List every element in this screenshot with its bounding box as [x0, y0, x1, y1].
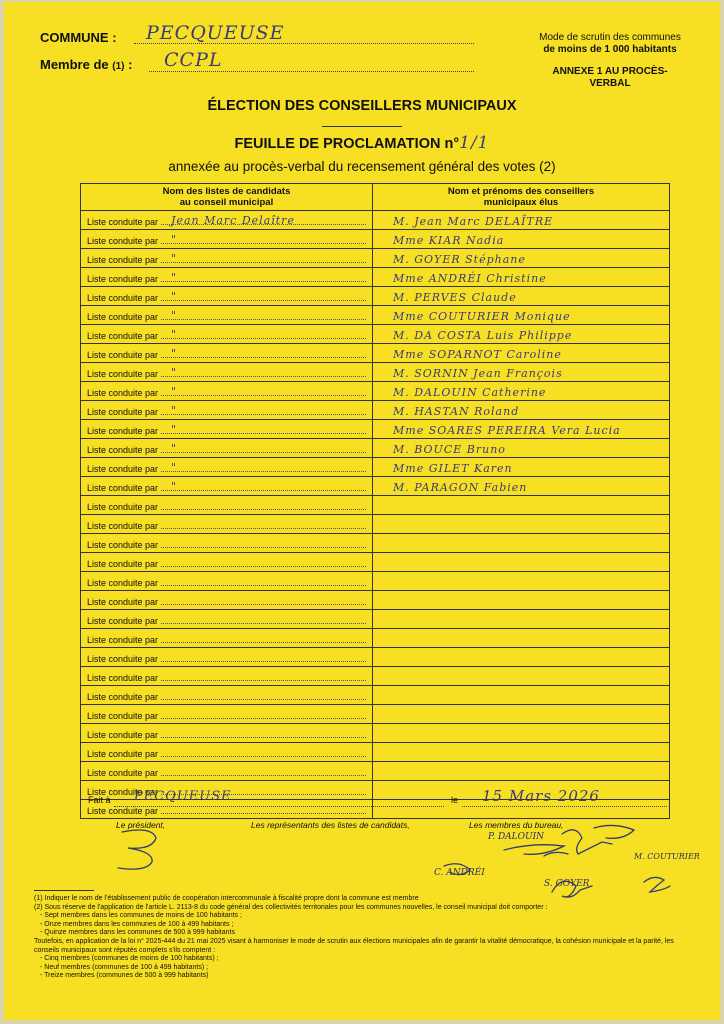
list-leader-name: ": [171, 423, 178, 436]
list-leader-line: [161, 385, 366, 396]
sig-name-1: P. DALOUIN: [488, 832, 545, 842]
elected-name: Mme SOARES PEREIRA Vera Lucia: [393, 424, 621, 437]
list-leader-name: ": [171, 328, 178, 341]
footnote-line: - Quinze membres dans les communes de 500 à 999 habitants: [40, 929, 235, 937]
list-leader-line: [161, 670, 366, 681]
row-label: Liste conduite par: [87, 293, 159, 303]
title-divider: [322, 126, 402, 127]
elected-cell: [373, 439, 670, 458]
footnote-line: - Cinq membres (communes de moins de 100 habitants) ;: [40, 955, 219, 963]
row-label: Liste conduite par: [87, 502, 159, 512]
row-label: Liste conduite par: [87, 578, 159, 588]
table-row: [81, 363, 670, 382]
table-row: [81, 705, 670, 724]
row-label: Liste conduite par: [87, 597, 159, 607]
list-leader-line: [161, 442, 366, 453]
elected-name: Mme SOPARNOT Caroline: [393, 348, 562, 361]
list-leader-line: [161, 404, 366, 415]
sig-name-3: S. GOYER: [544, 879, 590, 889]
list-leader-name: ": [171, 461, 178, 474]
footnote-line: - Onze membres dans les communes de 100 à 499 habitants ;: [40, 920, 234, 928]
elected-name: Mme KIAR Nadia: [393, 234, 505, 247]
elected-cell: [373, 268, 670, 287]
list-leader-line: [161, 252, 366, 263]
elected-name: M. DA COSTA Luis Philippe: [393, 329, 573, 342]
date-dotted-line: [462, 805, 667, 807]
list-leader-line: [161, 556, 366, 567]
elected-cell: [373, 515, 670, 534]
elected-name: M. Jean Marc DELAÎTRE: [393, 215, 554, 228]
table-row: [81, 230, 670, 249]
table-row: [81, 667, 670, 686]
row-label: Liste conduite par: [87, 654, 159, 664]
list-leader-line: [161, 461, 366, 472]
list-leader-line: [161, 727, 366, 738]
row-label: Liste conduite par: [87, 483, 159, 493]
row-label: Liste conduite par: [87, 749, 159, 759]
row-label: Liste conduite par: [87, 673, 159, 683]
elected-name: M. BOUCE Bruno: [393, 443, 506, 456]
table-row: [81, 553, 670, 572]
commune-label: COMMUNE :: [40, 30, 117, 45]
footnote-line: - Treize membres (communes de 500 à 999 habitants): [40, 972, 209, 980]
president-signature: [118, 830, 156, 869]
row-label: Liste conduite par: [87, 730, 159, 740]
elected-cell: [373, 211, 670, 230]
row-label: Liste conduite par: [87, 350, 159, 360]
elected-name: M. DALOUIN Catherine: [393, 386, 547, 399]
list-leader-name: ": [171, 233, 178, 246]
footnote-divider: [34, 890, 94, 891]
elected-cell: [373, 420, 670, 439]
list-leader-name: Jean Marc Delaître: [171, 214, 295, 227]
list-leader-line: [161, 537, 366, 548]
elected-cell: [373, 686, 670, 705]
table-row: [81, 534, 670, 553]
elected-cell: [373, 306, 670, 325]
elected-cell: [373, 572, 670, 591]
elected-cell: [373, 458, 670, 477]
col-elected-header: Nom et prénoms des conseillers municipaux élus: [373, 184, 670, 211]
elected-name: M. PARAGON Fabien: [393, 481, 528, 494]
fait-label: Fait à: [88, 795, 111, 805]
sheet-title: FEUILLE DE PROCLAMATION n°1/1: [234, 133, 490, 153]
fait-value: PECQUEUSE: [134, 789, 232, 804]
row-label: Liste conduite par: [87, 768, 159, 778]
list-cell: [81, 705, 373, 724]
row-label: Liste conduite par: [87, 806, 159, 816]
row-label: Liste conduite par: [87, 312, 159, 322]
list-leader-line: [161, 746, 366, 757]
footnote-line: Toutefois, en application de la loi n° 2025-444 du 21 mai 2025 visant à harmoniser le mode de scrutin aux élections municipales afin de garantir la vitalité démocratique, la cohésion municipale et la parité, les conseils municipaux sont réputés complets s'ils comptent :: [34, 937, 674, 954]
footnotes: [34, 895, 694, 981]
elected-cell: [373, 724, 670, 743]
elected-name: Mme ANDRÉI Christine: [393, 272, 547, 285]
list-leader-line: [161, 271, 366, 282]
candidates-table: [80, 183, 670, 819]
row-label: Liste conduite par: [87, 274, 159, 284]
elected-cell: [373, 762, 670, 781]
list-cell: [81, 629, 373, 648]
proclamation-sheet: [4, 2, 720, 1020]
list-cell: [81, 515, 373, 534]
table-row: [81, 496, 670, 515]
table-row: [81, 458, 670, 477]
elected-cell: [373, 610, 670, 629]
list-leader-name: ": [171, 252, 178, 265]
table-row: [81, 648, 670, 667]
row-label: Liste conduite par: [87, 445, 159, 455]
le-label: le: [451, 795, 459, 805]
table-row: [81, 572, 670, 591]
list-cell: [81, 458, 373, 477]
list-leader-name: ": [171, 366, 178, 379]
elected-name: M. GOYER Stéphane: [393, 253, 526, 266]
list-leader-name: ": [171, 385, 178, 398]
list-cell: [81, 306, 373, 325]
list-cell: [81, 686, 373, 705]
date-value: 15 Mars 2026: [482, 787, 600, 805]
row-label: Liste conduite par: [87, 236, 159, 246]
elected-cell: [373, 287, 670, 306]
elected-cell: [373, 553, 670, 572]
table-row: [81, 686, 670, 705]
annexe-note: ANNEXE 1 AU PROCÈS- VERBAL: [552, 66, 668, 89]
list-leader-line: [161, 214, 366, 225]
elected-cell: [373, 401, 670, 420]
list-leader-name: ": [171, 309, 178, 322]
elected-name: M. PERVES Claude: [393, 291, 517, 304]
table-row: [81, 439, 670, 458]
list-cell: [81, 572, 373, 591]
table-row: [81, 211, 670, 230]
table-row: [81, 591, 670, 610]
list-cell: [81, 724, 373, 743]
list-leader-line: [161, 518, 366, 529]
row-label: Liste conduite par: [87, 255, 159, 265]
table-row: [81, 743, 670, 762]
table-row: [81, 610, 670, 629]
list-leader-line: [161, 366, 366, 377]
table-row: [81, 268, 670, 287]
membre-label: Membre de (1) :: [40, 57, 133, 72]
col-lists-header: Nom des listes de candidats au conseil municipal: [81, 184, 373, 211]
main-title: ÉLECTION DES CONSEILLERS MUNICIPAUX: [207, 98, 517, 114]
row-label: Liste conduite par: [87, 426, 159, 436]
elected-cell: [373, 363, 670, 382]
table-row: [81, 629, 670, 648]
list-leader-line: [161, 480, 366, 491]
membres-label: Les membres du bureau,: [469, 820, 564, 830]
list-cell: [81, 287, 373, 306]
footnote-line: - Sept membres dans les communes de moins de 100 habitants ;: [40, 912, 242, 920]
list-leader-line: [161, 233, 366, 244]
elected-cell: [373, 325, 670, 344]
list-leader-name: ": [171, 271, 178, 284]
elected-cell: [373, 667, 670, 686]
row-label: Liste conduite par: [87, 559, 159, 569]
elected-cell: [373, 230, 670, 249]
list-cell: [81, 230, 373, 249]
list-cell: [81, 344, 373, 363]
representants-label: Les représentants des listes de candidats,: [251, 820, 410, 830]
table-header-row: [81, 184, 670, 211]
elected-cell: [373, 705, 670, 724]
list-cell: [81, 534, 373, 553]
row-label: Liste conduite par: [87, 616, 159, 626]
list-cell: [81, 648, 373, 667]
list-cell: [81, 667, 373, 686]
list-leader-name: ": [171, 290, 178, 303]
list-leader-line: [161, 632, 366, 643]
list-leader-line: [161, 290, 366, 301]
list-leader-line: [161, 575, 366, 586]
list-leader-line: [161, 499, 366, 510]
list-cell: [81, 249, 373, 268]
table-row: [81, 477, 670, 496]
table-row: [81, 249, 670, 268]
elected-cell: [373, 648, 670, 667]
list-leader-line: [161, 309, 366, 320]
row-label: Liste conduite par: [87, 464, 159, 474]
row-label: Liste conduite par: [87, 521, 159, 531]
list-leader-line: [161, 347, 366, 358]
elected-cell: [373, 743, 670, 762]
table-row: [81, 287, 670, 306]
list-cell: [81, 363, 373, 382]
row-label: Liste conduite par: [87, 711, 159, 721]
fait-dotted-line: [114, 805, 444, 807]
sig-name-4: M. COUTURIER: [634, 852, 700, 861]
row-label: Liste conduite par: [87, 540, 159, 550]
list-leader-name: ": [171, 442, 178, 455]
row-label: Liste conduite par: [87, 692, 159, 702]
sig-name-2: C. ANDRÉI: [434, 868, 485, 878]
table-row: [81, 515, 670, 534]
list-leader-line: [161, 651, 366, 662]
table-row: [81, 344, 670, 363]
list-leader-name: ": [171, 404, 178, 417]
row-label: Liste conduite par: [87, 635, 159, 645]
elected-name: M. SORNIN Jean François: [393, 367, 563, 380]
elected-name: M. HASTAN Roland: [393, 405, 520, 418]
row-label: Liste conduite par: [87, 787, 159, 797]
list-cell: [81, 610, 373, 629]
list-cell: [81, 496, 373, 515]
elected-cell: [373, 496, 670, 515]
commune-value: PECQUEUSE: [146, 22, 285, 44]
list-cell: [81, 553, 373, 572]
list-cell: [81, 211, 373, 230]
sheet-subtitle: annexée au procès-verbal du recensement général des votes (2): [168, 159, 556, 174]
list-cell: [81, 401, 373, 420]
list-cell: [81, 325, 373, 344]
footnote-line: (1) Indiquer le nom de l'établissement public de coopération intercommunale à fiscalité propre dont la commune est membre: [34, 895, 419, 902]
elected-cell: [373, 629, 670, 648]
list-leader-name: ": [171, 480, 178, 493]
membre-value: CCPL: [164, 49, 223, 71]
list-leader-line: [161, 594, 366, 605]
list-cell: [81, 420, 373, 439]
scrutin-mode-note: Mode de scrutin des communes de moins de 1 000 habitants: [539, 32, 681, 55]
list-leader-line: [161, 765, 366, 776]
footnote-line: - Neuf membres (communes de 100 à 499 habitants) ;: [40, 963, 209, 971]
elected-cell: [373, 477, 670, 496]
row-label: Liste conduite par: [87, 388, 159, 398]
elected-cell: [373, 591, 670, 610]
list-cell: [81, 477, 373, 496]
list-cell: [81, 743, 373, 762]
president-label: Le président,: [116, 820, 166, 830]
table-row: [81, 420, 670, 439]
list-leader-line: [161, 328, 366, 339]
elected-name: Mme GILET Karen: [393, 462, 513, 475]
row-label: Liste conduite par: [87, 331, 159, 341]
table-row: [81, 724, 670, 743]
elected-cell: [373, 344, 670, 363]
list-leader-line: [161, 708, 366, 719]
elected-cell: [373, 249, 670, 268]
table-row: [81, 325, 670, 344]
list-cell: [81, 439, 373, 458]
footnote-line: (2) Sous réserve de l'application de l'article L. 2113-8 du code général des collectivités territoriales pour les communes nouvelles, le conseil municipal doit comporter :: [34, 903, 548, 911]
table-row: [81, 382, 670, 401]
list-cell: [81, 591, 373, 610]
list-cell: [81, 382, 373, 401]
row-label: Liste conduite par: [87, 407, 159, 417]
table-row: [81, 401, 670, 420]
elected-name: Mme COUTURIER Monique: [393, 310, 571, 323]
list-leader-line: [161, 689, 366, 700]
table-row: [81, 306, 670, 325]
list-leader-line: [161, 613, 366, 624]
elected-cell: [373, 382, 670, 401]
table-row: [81, 762, 670, 781]
list-leader-name: ": [171, 347, 178, 360]
list-cell: [81, 268, 373, 287]
elected-cell: [373, 534, 670, 553]
list-cell: [81, 762, 373, 781]
row-label: Liste conduite par: [87, 217, 159, 227]
row-label: Liste conduite par: [87, 369, 159, 379]
list-leader-line: [161, 423, 366, 434]
